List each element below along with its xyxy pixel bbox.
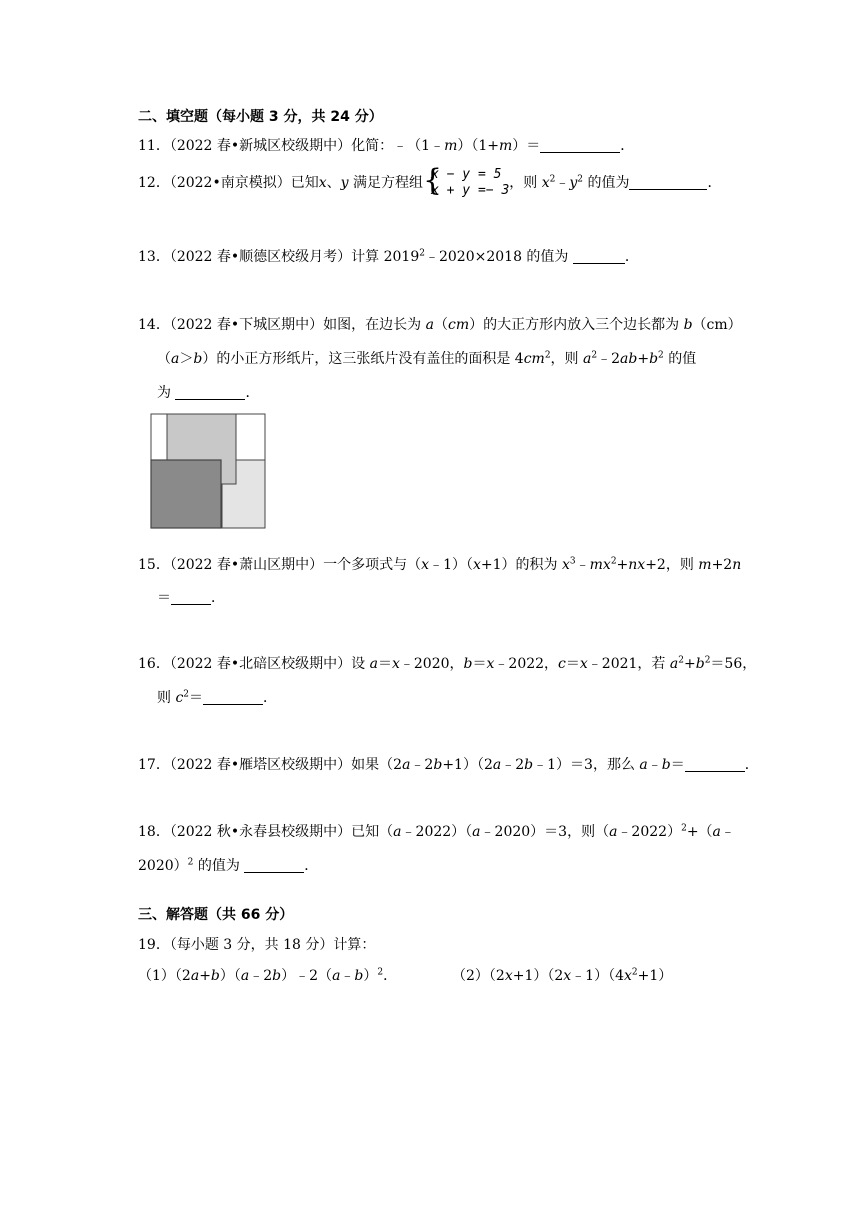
exponent: 2 <box>681 823 687 834</box>
dark-square <box>151 460 221 528</box>
question-text: + <box>199 968 211 984</box>
var-b: b <box>661 757 671 773</box>
var-a: a <box>393 824 402 840</box>
question-text: ． <box>211 590 225 606</box>
question-text: +（ <box>686 824 713 840</box>
question-text: +1）（2 <box>442 757 493 773</box>
question-16-line-1 <box>138 654 756 674</box>
question-text: ﹣1）（4 <box>571 968 625 984</box>
question-text: ． <box>304 858 319 874</box>
question-text: （ <box>433 317 448 333</box>
question-text: ﹣2 <box>410 757 434 773</box>
question-text: （2022 春•新城区校级期中）化简：﹣（1﹣ <box>169 138 445 154</box>
question-14-line-3 <box>157 383 259 403</box>
question-text: ﹣1）（ <box>429 557 473 573</box>
var-b: b <box>354 968 364 984</box>
var-x: x <box>562 557 570 573</box>
question-11 <box>138 136 634 156</box>
question-text: ﹣2020， <box>399 656 464 672</box>
question-19-part-1 <box>138 966 397 986</box>
var-b: b <box>695 656 705 672</box>
answer-blank[interactable] <box>203 690 263 705</box>
answer-blank[interactable] <box>175 385 245 400</box>
question-text: ﹣2022）（ <box>401 824 473 840</box>
question-text: （2022 春•下城区期中）如图，在边长为 <box>169 317 426 333</box>
var-ab: ab <box>620 351 638 367</box>
var-mx: mx <box>589 557 611 573</box>
equation-system <box>423 163 510 199</box>
question-text: ）（ <box>219 968 241 984</box>
brace-icon: { <box>423 163 443 198</box>
question-14-line-1 <box>138 315 742 335</box>
question-text: ，则 <box>550 351 583 367</box>
var-c: c <box>558 656 566 672</box>
var-b: b <box>683 317 693 333</box>
question-number: 14． <box>138 317 170 333</box>
section-heading-fill-in: 二、填空题（每小题 3 分，共 24 分） <box>138 109 383 125</box>
unit-cm: cm <box>523 351 545 367</box>
exponent: 2 <box>187 857 194 868</box>
question-text: ﹣2020×2018 的值为 <box>424 249 573 265</box>
question-text: ﹣2 <box>501 757 525 773</box>
var-a: a <box>402 757 411 773</box>
question-text: 、 <box>326 175 341 191</box>
var-a: a <box>332 968 341 984</box>
section-heading-solve: 三、解答题（共 66 分） <box>138 907 294 923</box>
question-number: 15． <box>138 557 170 573</box>
equation-1: x − y = 5 <box>431 167 502 182</box>
question-text: ﹣ <box>647 757 662 773</box>
question-text: （cm） <box>692 317 742 333</box>
question-15-line-1 <box>138 555 741 575</box>
var-a: a <box>492 757 502 773</box>
exponent: 2 <box>377 967 384 978</box>
question-text: ）﹣2（ <box>281 968 333 984</box>
question-16-line-2 <box>157 688 277 708</box>
question-text: ． <box>383 968 398 984</box>
question-text: （2）（2 <box>452 968 505 984</box>
question-text: ＝ <box>157 590 171 606</box>
var-a: a <box>171 351 180 367</box>
exponent: 2 <box>631 967 638 978</box>
exponent: 2 <box>544 350 551 361</box>
question-text: ＝ <box>189 690 204 706</box>
question-text: ＝ <box>670 757 685 773</box>
question-text: 的值为 <box>193 858 245 874</box>
question-18-line-2 <box>138 856 318 876</box>
answer-blank[interactable] <box>540 138 620 153</box>
question-12 <box>138 165 721 201</box>
var-a: a <box>639 757 648 773</box>
var-b: b <box>272 968 282 984</box>
question-text: ﹣ <box>555 175 570 191</box>
question-text: 则 <box>157 690 176 706</box>
question-text: 的值为 <box>583 175 630 191</box>
question-text: ＝56， <box>710 656 757 672</box>
question-19 <box>138 935 375 955</box>
question-text: +1）的积为 <box>480 557 562 573</box>
exponent: 2 <box>678 655 684 666</box>
question-text: ﹣2020）＝3，则（ <box>480 824 610 840</box>
question-number: 17． <box>138 757 170 773</box>
question-text: ＝ <box>565 656 580 672</box>
equation-2: x + y =− 3 <box>431 183 510 198</box>
question-text: （2022 春•北碚区校级期中）设 <box>169 656 370 672</box>
question-text: （ <box>157 351 171 367</box>
question-text: +1） <box>637 968 673 984</box>
var-a: a <box>240 968 250 984</box>
question-text: ． <box>263 690 278 706</box>
question-text: ﹣ <box>340 968 355 984</box>
var-a: a <box>472 824 481 840</box>
var-a: a <box>190 968 200 984</box>
question-text: （2022 秋•永春县校级期中）已知（ <box>169 824 394 840</box>
var-x: x <box>421 557 430 573</box>
question-text: ． <box>620 138 635 154</box>
answer-blank[interactable] <box>244 858 304 873</box>
var-x: x <box>318 175 327 191</box>
question-text: ． <box>245 385 260 401</box>
var-a: a <box>425 317 434 333</box>
var-b: b <box>433 757 443 773</box>
question-text: （2022 春•萧山区期中）一个多项式与（ <box>169 557 422 573</box>
exponent: 2 <box>577 174 584 185</box>
var-a: a <box>669 656 679 672</box>
question-text: + <box>637 351 650 367</box>
var-b: b <box>463 656 473 672</box>
var-m: m <box>499 138 513 154</box>
var-nx: nx <box>628 557 646 573</box>
exponent: 2 <box>610 556 617 567</box>
var-b: b <box>210 968 220 984</box>
question-text: ． <box>744 757 759 773</box>
question-text: ）（1+ <box>457 138 499 154</box>
question-text: （2022•南京模拟）已知 <box>169 175 319 191</box>
question-17 <box>138 755 759 775</box>
unit-cm: cm <box>447 317 470 333</box>
question-text: ． <box>707 175 722 191</box>
question-text: ）的小正方形纸片，这三张纸片没有盖住的面积是 4 <box>202 351 524 367</box>
question-text: ． <box>624 249 639 265</box>
question-text: ﹣2 <box>597 351 621 367</box>
question-text: + <box>616 557 629 573</box>
question-text: ）的大正方形内放入三个边长都为 <box>469 317 684 333</box>
answer-blank[interactable] <box>629 175 707 190</box>
question-text: ） <box>363 968 378 984</box>
question-number: 16． <box>138 656 170 672</box>
question-14-line-2 <box>157 349 696 369</box>
question-number: 18． <box>138 824 170 840</box>
var-b: b <box>193 351 203 367</box>
answer-blank[interactable] <box>171 590 211 605</box>
question-text: ﹣ <box>720 824 735 840</box>
answer-blank[interactable] <box>573 249 625 264</box>
exponent: 3 <box>569 556 576 567</box>
question-text: （1）（2 <box>138 968 191 984</box>
question-text: 满足方程组 <box>348 175 423 191</box>
var-x: x <box>579 656 588 672</box>
exponent: 2 <box>549 174 556 185</box>
question-text: + <box>683 656 696 672</box>
exponent: 2 <box>658 350 664 361</box>
var-x: x <box>624 968 632 984</box>
question-text: ）＝ <box>512 138 541 154</box>
squares-figure <box>150 413 268 531</box>
question-text: ﹣1）＝3，那么 <box>533 757 640 773</box>
var-x: x <box>504 968 513 984</box>
question-text: ﹣ <box>575 557 590 573</box>
var-y: y <box>340 175 349 191</box>
question-text: （每小题 3 分，共 18 分）计算： <box>169 937 376 953</box>
var-x: x <box>486 656 495 672</box>
var-a: a <box>369 656 378 672</box>
question-number: 13． <box>138 249 170 265</box>
var-m: m <box>444 138 458 154</box>
var-c: c <box>175 690 184 706</box>
var-y: y <box>569 175 578 191</box>
question-text: （2022 春•顺德区校级月考）计算 2019 <box>169 249 420 265</box>
question-text: +2，则 <box>645 557 699 573</box>
question-text: ＝ <box>472 656 487 672</box>
question-text: 为 <box>157 385 176 401</box>
exponent: 2 <box>183 689 190 700</box>
var-b: b <box>649 351 659 367</box>
question-number: 11． <box>138 138 170 154</box>
question-text: ﹣2021，若 <box>587 656 670 672</box>
question-text: （2022 春•雁塔区校级期中）如果（2 <box>169 757 403 773</box>
question-text: ＞ <box>179 351 194 367</box>
question-13 <box>138 247 639 267</box>
answer-blank[interactable] <box>685 757 745 772</box>
var-x: x <box>563 968 572 984</box>
question-15-line-2 <box>157 588 225 608</box>
var-n: n <box>732 557 742 573</box>
var-m: m <box>698 557 712 573</box>
question-number: 12． <box>138 175 170 191</box>
question-number: 19． <box>138 937 170 953</box>
var-x: x <box>391 656 400 672</box>
var-x: x <box>473 557 481 573</box>
question-text: ﹣2022， <box>494 656 559 672</box>
question-text: ﹣2022） <box>617 824 682 840</box>
var-x: x <box>541 175 550 191</box>
question-19-part-2 <box>452 966 672 986</box>
var-a: a <box>712 824 721 840</box>
question-text: 的值 <box>663 351 697 367</box>
question-text: ﹣2 <box>249 968 273 984</box>
question-text: ＝ <box>377 656 392 672</box>
question-text: +1）（2 <box>512 968 564 984</box>
exponent: 2 <box>704 655 711 666</box>
exponent: 2 <box>591 350 598 361</box>
var-a: a <box>609 824 618 840</box>
question-text: 2020） <box>138 858 188 874</box>
var-a: a <box>583 351 592 367</box>
question-18-line-1 <box>138 822 735 842</box>
question-text: +2 <box>711 557 733 573</box>
var-b: b <box>524 757 534 773</box>
exponent: 2 <box>419 248 425 259</box>
question-text: ，则 <box>509 175 542 191</box>
